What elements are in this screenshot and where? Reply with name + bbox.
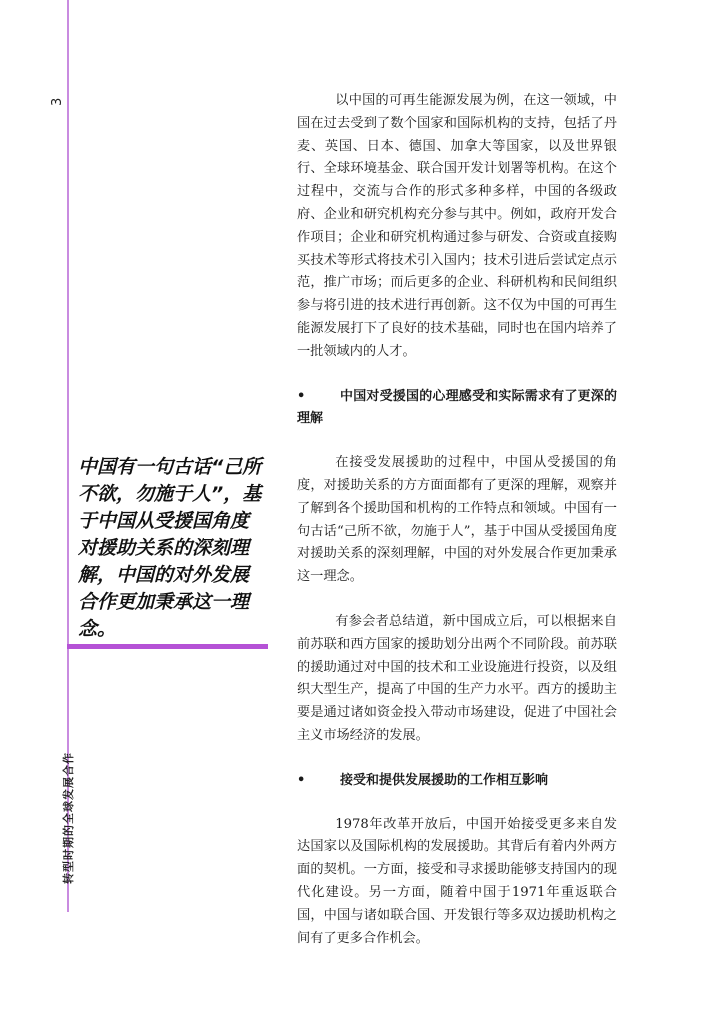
section-heading xyxy=(297,386,617,432)
section-heading-text: 中国对受援国的心理感受和实际需求有了更深的理解 xyxy=(297,388,617,427)
section-heading-text: 接受和提供发展援助的工作相互影响 xyxy=(340,772,549,788)
pull-quote-rule xyxy=(67,644,268,649)
body-paragraph: 有参会者总结道，新中国成立后，可以根据来自前苏联和西方国家的援助划分出两个不同阶段。前苏联的援助通过对中国的技术和工业设施进行投资，以及组织大型生产，提高了中国的生产力水平。西方的援助主要是通过诸如资金投入带动市场建设，促进了中国社会主义市场经济的发展。 xyxy=(297,613,617,743)
bullet-icon: • xyxy=(297,772,306,788)
body-paragraph: 以中国的可再生能源发展为例，在这一领域，中国在过去受到了数个国家和国际机构的支持，包括了丹麦、英国、日本、德国、加拿大等国家，以及世界银行、全球环境基金、联合国开发计划署等机构。在这个过程中，交流与合作的形式多种多样，中国的各级政府、企业和研究机构充分参与其中。例如，政府开发合作项目；企业和研究机构通过参与研发、合资或直接购买技术等形式将技术引入国内；技术引进后尝试定点示范，推广市场；而后更多的企业、科研机构和民间组织参与将引进的技术进行再创新。这不仅为中国的可再生能源发展打下了良好的技术基础，同时也在国内培养了一批领域内的人才。 xyxy=(297,93,617,359)
bullet-icon: • xyxy=(297,388,306,404)
page-number: 3 xyxy=(50,97,65,106)
body-paragraph: 在接受发展援助的过程中，中国从受援国的角度，对援助关系的方方面面都有了更深的理解，观察并了解到各个援助国和机构的工作特点和领域。中国有一句古话“己所不欲，勿施于人”，基于中国从受援国角度对援助关系的深刻理解，中国的对外发展合作更加秉承这一理念。 xyxy=(297,455,617,585)
running-title: 转型时期的全球发展合作 xyxy=(62,752,75,884)
body-paragraph: 1978年改革开放后，中国开始接受更多来自发达国家以及国际机构的发展援助。其背后有着内外两方面的契机。一方面，接受和寻求援助能够支持国内的现代化建设。另一方面，随着中国于1971年重返联合国，中国与诸如联合国、开发银行等多双边援助机构之间有了更多合作机会。 xyxy=(297,816,617,946)
section-heading xyxy=(297,770,617,793)
body-column xyxy=(297,90,617,972)
pull-quote: 中国有一句古话“己所不欲，勿施于人”，基于中国从受援国角度对援助关系的深刻理解，中国的对外发展合作更加秉承这一理念。 xyxy=(78,456,262,640)
